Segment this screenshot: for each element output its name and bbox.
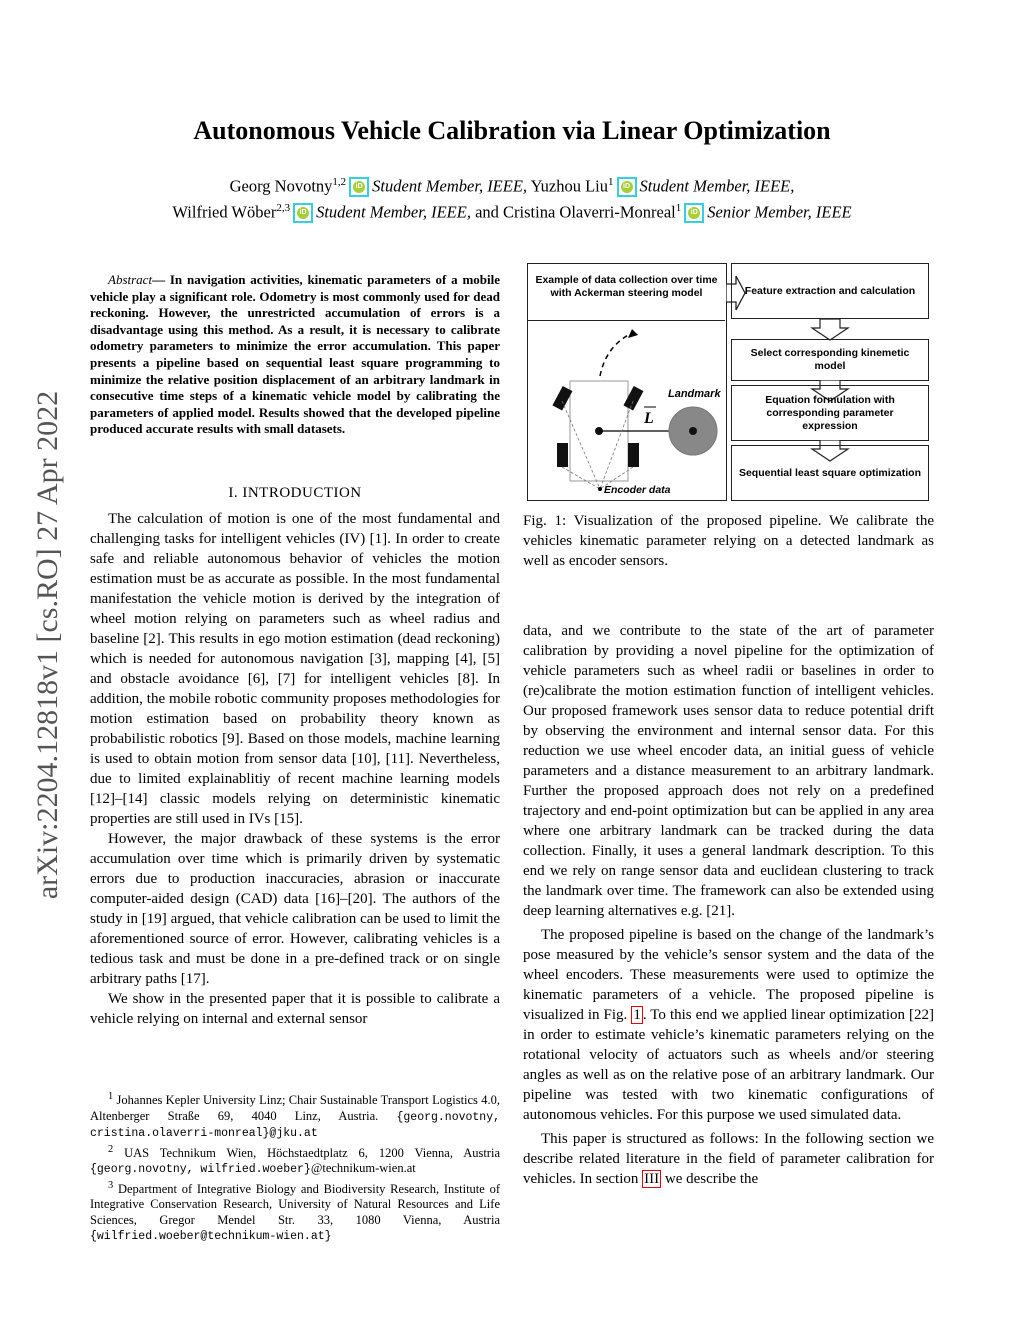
abstract-lead: Abstract <box>108 272 153 287</box>
figure-reference-link[interactable]: 1 <box>633 1007 641 1023</box>
arxiv-identifier: arXiv:2204.12818v1 [cs.RO] 27 Apr 2022 <box>31 390 64 900</box>
intro-paragraph-2: However, the major drawback of these systems is the error accumulation over time which is primarily driven by systematic errors due to production inaccuracies, abrasion or inaccurate computer-aided design (CAD) data [16]–[20]. The authors of the study in [19] argued, that vehicle calibration can be used to limit the aforementioned source of error. However, calibrating vehicles is a tedious task and must be done in a pre-defined track or on single arbitrary paths [17]. <box>90 831 500 987</box>
rear-left-wheel <box>557 443 568 467</box>
footnote-email-domain: @technikum-wien.at <box>310 1161 416 1176</box>
right-column-text <box>523 621 934 1189</box>
orcid-icon[interactable] <box>617 177 637 197</box>
encoder-ray <box>562 467 600 489</box>
figure-1-caption-block <box>523 511 934 571</box>
landmark-center <box>689 427 697 435</box>
author-conjunction: and <box>475 202 499 222</box>
author-affiliation: 1 <box>608 176 614 188</box>
figure-caption: Fig. 1: Visualization of the proposed pipeline. We calibrate the vehicles kinematic parameter relying on a detected landmark as well as encoder sensors. <box>523 513 934 569</box>
encoder-point <box>598 487 602 491</box>
arxiv-sidebar <box>28 350 68 940</box>
pipeline-step-4: Sequential least square optimization <box>731 445 929 501</box>
right-paragraph-1: data, and we contribute to the state of the art of parameter calibration by providing a novel pipeline for the optimization of vehicle parameters such as wheel radii or baselines in order to (re)calibrate the motion estimation function of intelligent vehicles. Our proposed framework uses sensor data to reduce potential drift by observing the environment and internal sensor data. For this reduction we use wheel encoder data, an initial guess of vehicle parameters and a distance measurement to an arbitrary landmark. Further the proposed approach does not rely on a predefined trajectory and end-point optimization but can be applied in any area where one arbitrary landmark can be tracked during the data collection. Finally, it uses a general landmark description. To this end we rely on range sensor data and euclidean clustering to track the landmark over time. The framework can also be extended using deep learning alternatives e.g. [21]. <box>523 623 934 919</box>
footnote-3 <box>90 1178 500 1245</box>
orcid-icon[interactable] <box>293 203 313 223</box>
flow-arrow-down <box>810 319 850 341</box>
author-name: Cristina Olaverri-Monreal <box>503 202 676 222</box>
author-role: Student Member, IEEE, <box>639 176 795 196</box>
author-affiliation: 1,2 <box>332 176 347 188</box>
footnote-mark: 2 <box>108 1143 114 1155</box>
pipeline-step-1: Feature extraction and calculation <box>731 263 929 319</box>
abstract-dash: — <box>152 272 166 287</box>
footnote-2 <box>90 1142 500 1178</box>
author-line-2 <box>0 202 1024 223</box>
author-affiliation: 1 <box>675 202 682 214</box>
right-paragraph-2 <box>523 925 934 1125</box>
motion-arrow-path <box>600 333 632 376</box>
vehicle-diagram <box>528 321 725 499</box>
paragraph-text: we describe the <box>664 1171 759 1187</box>
pipeline-step-2: Select corresponding kinemetic model <box>731 339 929 381</box>
author-role: Senior Member, IEEE <box>707 202 852 222</box>
author-name: Georg Novotny <box>229 176 333 196</box>
front-left-wheel <box>552 386 572 411</box>
author-affiliation: 2,3 <box>276 202 291 214</box>
author-role: Student Member, IEEE, <box>316 202 471 222</box>
orcid-icon[interactable] <box>349 177 369 197</box>
section-reference-link[interactable]: III <box>644 1171 660 1187</box>
paragraph-text: . To this end we applied linear optimization [22] in order to estimate vehicle’s kinematic parameters relying on the rotational velocity of actuators such as wheels and/or steering angles as well as on the relative pose of an arbitrary landmark. Our pipeline was tested with two kinematic configurations of autonomous vehicles. For this purpose we used simulated data. <box>523 1007 934 1123</box>
abstract-text <box>90 272 500 438</box>
abstract-block <box>90 272 500 438</box>
introduction-section <box>90 485 500 1029</box>
author-name: Wilfried Wöber <box>172 202 277 222</box>
abstract-body: In navigation activities, kinematic parameters of a mobile vehicle play a significant role. Odometry is most commonly used for dead reckoning. However, the unrestricted accumulation of errors is a disadvantage using this method. As a result, it is necessary to calibrate odometry parameters to minimize the error accumulation. This paper presents a pipeline based on sequential least square programming to minimize the relative position displacement of an arbitrary landmark in consecutive time steps of a kinematic vehicle model by calibrating the parameters of applied model. Results showed that the developed pipeline produced accurate results with small datasets. <box>90 272 500 437</box>
author-name: Yuzhou Liu <box>530 176 609 196</box>
figure-1 <box>527 263 929 503</box>
footnote-text: UAS Technikum Wien, Höchstaedtplatz 6, 1200 Vienna, Austria <box>124 1145 500 1160</box>
author-line-1 <box>0 176 1024 197</box>
intro-paragraph-3: We show in the presented paper that it is possible to calibrate a vehicle relying on internal and external sensor <box>90 991 500 1027</box>
motion-arrow-head <box>628 329 638 338</box>
landmark-label: Landmark <box>668 388 721 400</box>
footnote-email[interactable]: {georg.novotny, cristina.olaverri-monreal}@jku.at <box>90 1110 501 1141</box>
footnote-mark: 1 <box>108 1091 114 1102</box>
footnote-text: Johannes Kepler University Linz; Chair Sustainable Transport Logistics 4.0, Altenberger Straße 69, 4040 Linz, Austria. <box>90 1093 500 1123</box>
orcid-icon[interactable] <box>684 203 704 223</box>
vector-l-label: L <box>644 410 654 427</box>
right-paragraph-3 <box>523 1129 934 1189</box>
encoder-label: Encoder data <box>604 484 671 496</box>
paragraph-text: This paper is structured as follows: In the following section we describe related literature in the field of parameter calibration for vehicles. In section <box>523 1131 934 1187</box>
footnote-mark: 3 <box>108 1179 114 1191</box>
section-heading-introduction: I. INTRODUCTION <box>228 485 362 501</box>
arrow-shape <box>812 319 848 340</box>
figure-left-header: Example of data collection over time with Ackerman steering model <box>528 264 725 321</box>
rear-right-wheel <box>628 443 639 467</box>
footnote-1 <box>90 1089 500 1142</box>
footnote-text: Department of Integrative Biology and Biodiversity Research, Institute of Integrative Conservation Research, University of Natural Resources and Life Sciences, Gregor Mendel Str. 33, 1080 Vienna, Austria <box>90 1181 500 1227</box>
figure-data-collection-panel <box>527 263 727 501</box>
footnote-email[interactable]: {wilfried.woeber@technikum-wien.at} <box>90 1230 332 1244</box>
author-role: Student Member, IEEE, <box>372 176 528 196</box>
footnote-email[interactable]: {georg.novotny, wilfried.woeber} <box>90 1163 311 1177</box>
paper-title: Autonomous Vehicle Calibration via Linear Optimization <box>193 116 831 145</box>
footnotes <box>90 1089 500 1245</box>
intro-paragraph-1: The calculation of motion is one of the most fundamental and challenging tasks for intelligent vehicles (IV) [1]. In order to create safe and reliable autonomous behavior of vehicles the motion estimation must be as accurate as possible. In the most fundamental manifestation the vehicle motion is derived by the integration of wheel motion relying on parameters such as wheel radius and baseline [2]. This results in ego motion estimation (dead reckoning) which is needed for autonomous navigation [3], mapping [4], [5] and obstacle avoidance [6], [7] for intelligent vehicles [8]. In addition, the mobile robotic community proposes methodologies for motion estimation based on probability theory known as probabilistic robotics [9]. Based on those models, machine learning is used to obtain motion from sensor data [10], [11]. Nevertheless, due to limited explainablitiy of recent machine learning models [12]–[14] classic models relying on deterministic kinematic properties are still used in IVs [15]. <box>90 511 500 827</box>
paragraph-text: The proposed pipeline is based on the change of the landmark’s pose measured by the vehicle’s sensor system and the data of the wheel encoders. These measurements were used to optimize the kinematic parameters of a vehicle. The proposed pipeline is visualized in Fig. <box>523 927 934 1023</box>
pipeline-step-3: Equation formulation with corresponding parameter expression <box>731 385 929 441</box>
front-right-wheel <box>623 386 643 411</box>
